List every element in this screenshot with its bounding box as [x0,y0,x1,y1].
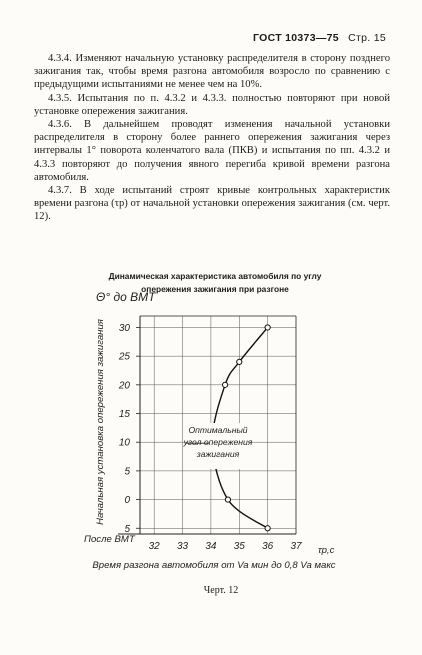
y-tick-label: 30 [118,322,130,334]
x-tick-label: 32 [148,541,160,552]
x-tick-label: 35 [233,541,245,552]
y-tick-label: 25 [118,351,130,363]
data-point [265,325,270,330]
annotation-line: зажигания [196,449,240,459]
paragraph-4-3-4: 4.3.4. Изменяют начальную установку распределителя в сторону позднего зажигания так, чтобы время разгона автомобиля возросло по сравнению с предыдущими испытаниями не менее чем на 10%. [34,53,390,91]
x-unit-label: τр,с [318,545,335,556]
data-point [237,359,242,364]
x-tick-label: 37 [290,541,302,552]
y-axis-top-label: Θ° до ВМТ [96,290,156,304]
y-tick-label: 10 [118,437,130,449]
y-axis-label: Начальная установка опережения зажигания [95,319,106,525]
data-point [222,382,227,387]
y-tick-label: 20 [118,380,130,392]
y-tick-label: 15 [118,409,130,421]
x-axis-label: Время разгона автомобиля от Va мин до 0,8 Va макс [92,560,336,571]
paragraph-4-3-5: 4.3.5. Испытания по п. 4.3.2 и 4.3.3. полностью повторяют при новой установке опережения зажигания. [34,92,390,117]
data-point [225,497,230,502]
chart-labels [84,290,336,571]
x-tick-label: 33 [176,541,189,552]
page-number: Стр. 15 [348,32,386,44]
y-tick-label: 5 [124,523,130,535]
y-axis-bottom-label: После ВМТ [84,534,135,545]
standard-number: ГОСТ 10373—75 [253,32,339,44]
x-tick-label: 34 [205,541,217,552]
figure-caption: Черт. 12 [203,585,239,596]
data-point [265,526,270,531]
annotation-line: угол опережения [183,437,253,447]
figure-title-line-2: опережения зажигания при разгоне [141,283,289,294]
x-tick-label: 36 [262,541,274,552]
y-tick-label: 0 [124,495,130,507]
y-tick-label: 5 [124,466,130,478]
annotation-line: Оптимальный [188,425,248,435]
paragraph-4-3-6: 4.3.6. В дальнейшем проводят изменения начальной установки распределителя в сторону более раннего опережения зажигания через интервалы 1° поворота коленчатого вала (ПКВ) и испытания по пп. 4.3.2 и 4.3.3 повторяют до получения явного перегиба кривой времени разгона автомобиля. [34,119,390,183]
figure-title-line-1: Динамическая характеристика автомобиля по углу [108,271,322,281]
paragraph-4-3-7: 4.3.7. В ходе испытаний строят кривые контрольных характеристик времени разгона (τр) от начальной установки опережения зажигания (см. черт. 12). [34,185,390,223]
